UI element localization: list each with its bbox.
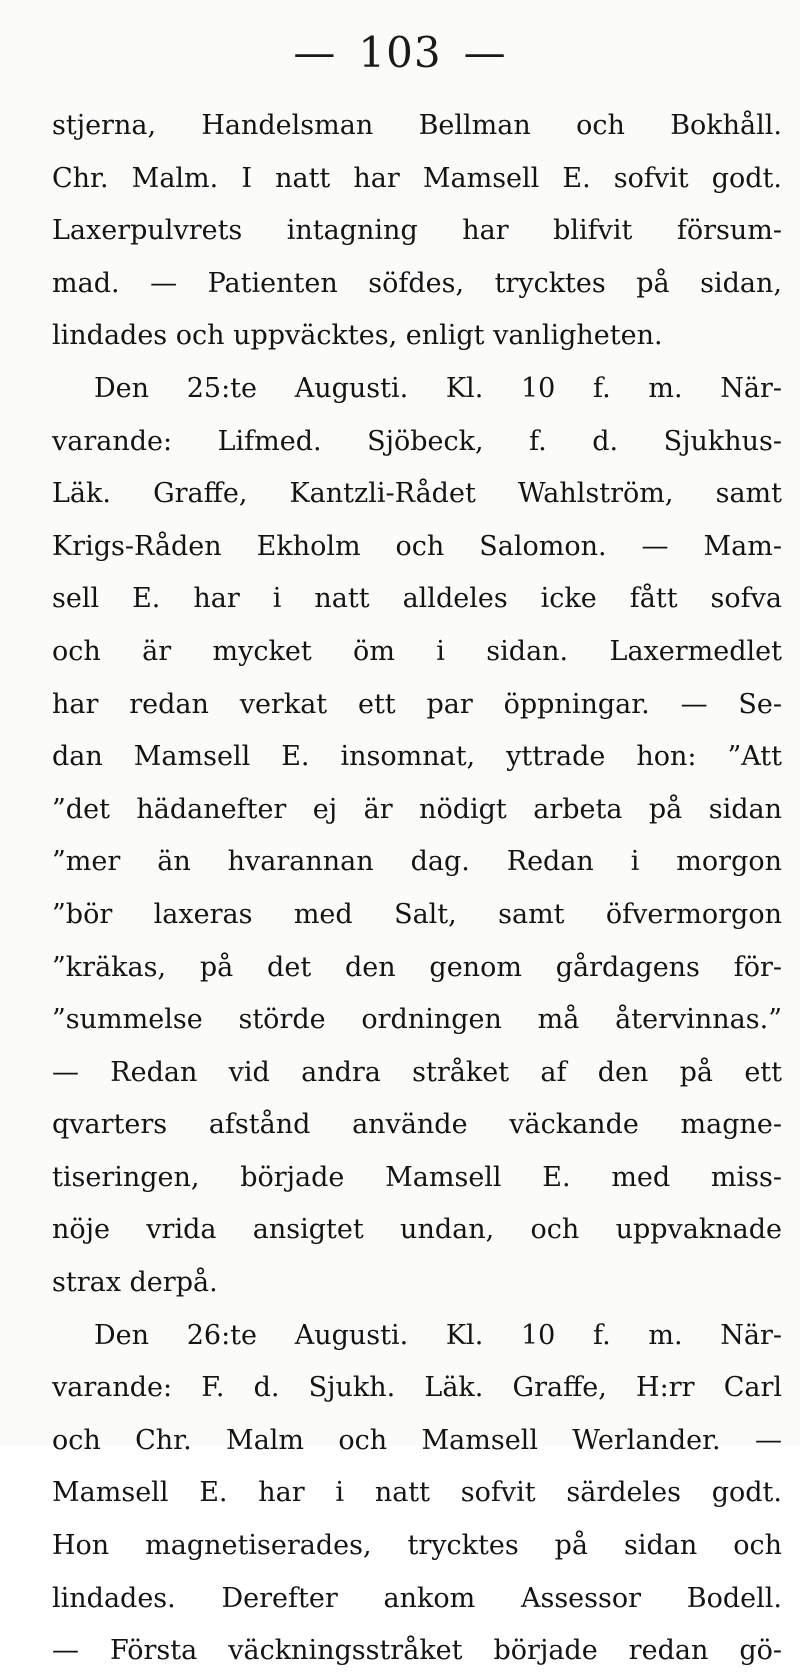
text-line: ”bör laxeras med Salt, samt öfvermorgon (52, 898, 782, 930)
text-line: Läk. Graffe, Kantzli-Rådet Wahlström, samt (52, 478, 782, 510)
text-line: Mamsell E. har i natt sofvit särdeles godt. (52, 1477, 782, 1509)
text-line: Den 25:te Augusti. Kl. 10 f. m. När- (94, 372, 782, 404)
text-line: nöje vrida ansigtet undan, och uppvaknade (52, 1214, 782, 1246)
text-line: tiseringen, började Mamsell E. med miss- (52, 1161, 782, 1193)
text-line: och är mycket öm i sidan. Laxermedlet (52, 635, 782, 667)
text-line: och Chr. Malm och Mamsell Werlander. — (52, 1424, 782, 1456)
header-dash-right: — (463, 28, 507, 77)
text-line: har redan verkat ett par öppningar. — Se- (52, 688, 782, 720)
text-line: stjerna, Handelsman Bellman och Bokhåll. (52, 110, 782, 141)
text-line: — Första väckningsstråket började redan gö- (52, 1635, 782, 1667)
text-line: lindades. Derefter ankom Assessor Bodell. (52, 1582, 782, 1614)
page-body-text (52, 100, 782, 1678)
text-line: — Redan vid andra stråket af den på ett (52, 1056, 782, 1088)
text-line: mad. — Patienten söfdes, trycktes på sidan, (52, 267, 782, 299)
text-line: Hon magnetiserades, trycktes på sidan och (52, 1530, 782, 1562)
text-line: varande: Lifmed. Sjöbeck, f. d. Sjukhus- (52, 425, 782, 457)
page-header (0, 28, 800, 77)
text-line: Krigs-Råden Ekholm och Salomon. — Mam- (52, 530, 782, 562)
text-line: ”summelse störde ordningen må återvinnas.” (52, 1004, 782, 1036)
text-line: Den 26:te Augusti. Kl. 10 f. m. När- (94, 1319, 782, 1351)
text-line: ”mer än hvarannan dag. Redan i morgon (52, 846, 782, 878)
text-line: qvarters afstånd använde väckande magne- (52, 1109, 782, 1141)
text-line: sell E. har i natt alldeles icke fått sofva (52, 583, 782, 615)
text-line: ”det hädanefter ej är nödigt arbeta på sidan (52, 793, 782, 825)
text-line: varande: F. d. Sjukh. Läk. Graffe, H:rr Carl (52, 1372, 782, 1404)
text-line: dan Mamsell E. insomnat, yttrade hon: ”Att (52, 741, 782, 773)
text-line: lindades och uppväcktes, enligt vanligheten. (52, 320, 663, 352)
text-line: Laxerpulvrets intagning har blifvit försum- (52, 215, 782, 247)
header-dash-left: — (293, 28, 337, 77)
text-line: Chr. Malm. I natt har Mamsell E. sofvit godt. (52, 162, 782, 194)
page-number: 103 (358, 28, 442, 77)
text-line: strax derpå. (52, 1267, 218, 1299)
text-line: ”kräkas, på det den genom gårdagens för- (52, 951, 782, 983)
